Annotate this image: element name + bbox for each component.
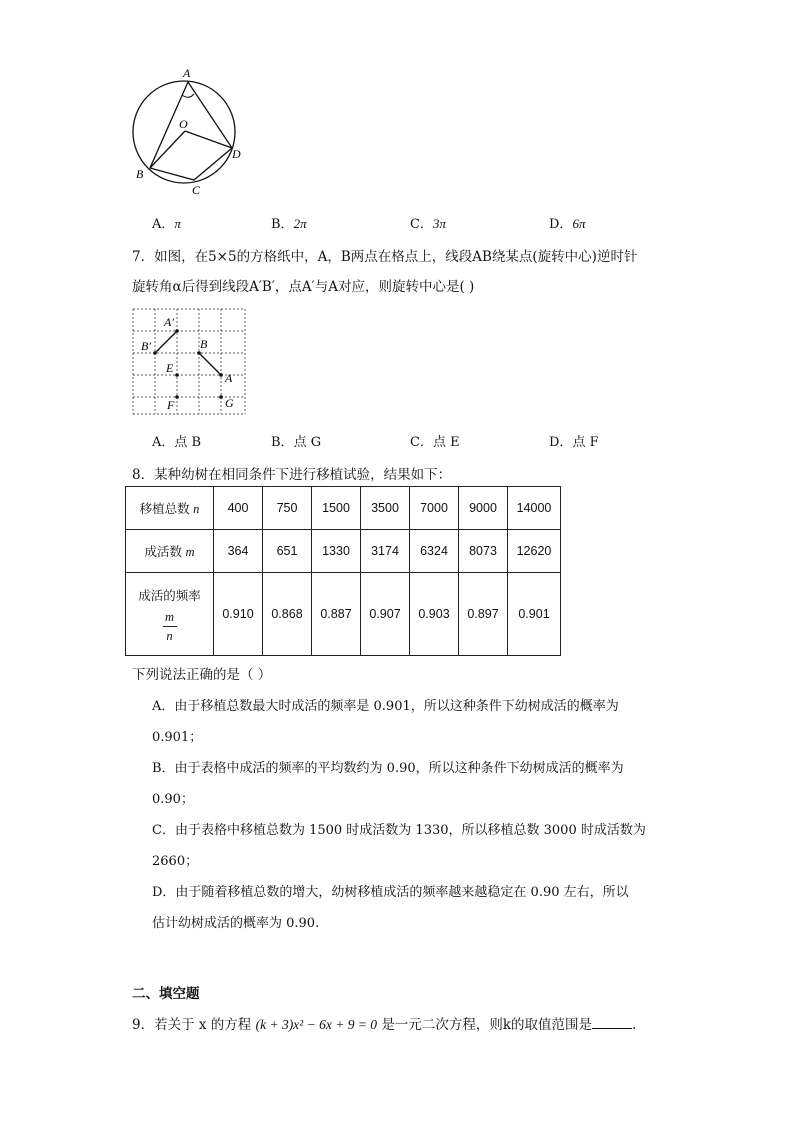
q7-line-2: 旋转角α后得到线段A′B′，点A′与A对应，则旋转中心是( ) — [132, 279, 475, 295]
option-text: 点 B — [174, 435, 202, 450]
row-label: 成活数 m — [126, 530, 214, 573]
option-text: 点 E — [432, 435, 460, 450]
label-C: C — [192, 183, 201, 197]
table-cell: 0.910 — [214, 573, 263, 656]
answer-blank[interactable] — [592, 1016, 632, 1029]
label-E: E — [166, 361, 174, 375]
angle-arc-A — [182, 94, 194, 97]
q8-option-d-line1[interactable]: D．由于随着移植总数的增大，幼树移植成活的频率越来越稳定在 0.90 左右，所以 — [152, 885, 629, 900]
q6-circle-figure — [126, 64, 250, 200]
table-cell: 14000 — [508, 487, 561, 530]
table-cell: 750 — [263, 487, 312, 530]
q7-line-1: 7．如图，在5×5的方格纸中，A，B两点在格点上，线段AB绕某点(旋转中心)逆时针 — [132, 249, 638, 265]
option-text: 2π — [293, 216, 307, 231]
q9-line — [132, 1013, 636, 1033]
row-label: 成活的频率 $\frac{m}{n}$ — [126, 573, 214, 656]
q8-option-a-line1[interactable]: A．由于移植总数最大时成活的频率是 0.901，所以这种条件下幼树成活的概率为 — [152, 699, 619, 714]
q8-prompt: 下列说法正确的是（ ） — [132, 667, 272, 683]
option-letter: C． — [410, 217, 433, 232]
q8-option-b-line1[interactable]: B．由于表格中成活的频率的平均数约为 0.90，所以这种条件下幼树成活的概率为 — [152, 761, 624, 776]
option-letter: C． — [410, 435, 433, 450]
q9-equation: (k + 3)x² − 6x + 9 = 0 — [255, 1017, 378, 1032]
label-D: D — [232, 147, 241, 161]
table-row — [126, 487, 561, 530]
label-A: A — [183, 66, 191, 80]
table-cell: 9000 — [459, 487, 508, 530]
segment-AB — [199, 353, 221, 375]
option-text: 6π — [572, 216, 586, 231]
table-cell: 0.887 — [312, 573, 361, 656]
q7-option-d[interactable] — [549, 431, 599, 450]
row-label: 移植总数 n — [126, 487, 214, 530]
q9-suffix: 是一元二次方程，则k的取值范围是 — [381, 1017, 593, 1033]
option-letter: A． — [152, 435, 175, 450]
label-F: F — [167, 398, 175, 412]
option-letter: B． — [271, 217, 294, 232]
q7-option-a[interactable] — [152, 431, 201, 450]
q6-option-b[interactable] — [271, 213, 307, 232]
table-cell: 1330 — [312, 530, 361, 573]
option-text: 点 F — [572, 435, 599, 450]
q7-option-b[interactable] — [271, 431, 321, 450]
radius-OB — [150, 131, 185, 168]
table-cell: 3174 — [361, 530, 410, 573]
option-text: 3π — [432, 216, 446, 231]
table-row — [126, 573, 561, 656]
table-row — [126, 530, 561, 573]
table-cell: 0.901 — [508, 573, 561, 656]
table-cell: 6324 — [410, 530, 459, 573]
option-text: π — [174, 216, 181, 231]
label-O: O — [179, 117, 188, 131]
label-B: B — [136, 167, 144, 181]
option-letter: D． — [549, 435, 573, 450]
option-letter: D． — [549, 217, 573, 232]
q7-grid-figure — [130, 306, 250, 418]
q8-option-b-line2[interactable]: 0.90； — [152, 792, 194, 807]
q6-option-a[interactable] — [152, 213, 181, 232]
label-A: A — [225, 371, 233, 385]
q6-option-d[interactable] — [549, 213, 585, 232]
q8-stem: 8．某种幼树在相同条件下进行移植试验，结果如下： — [132, 467, 452, 483]
q8-option-a-line2[interactable]: 0.901； — [152, 730, 203, 745]
table-cell: 364 — [214, 530, 263, 573]
label-G: G — [225, 396, 234, 410]
q8-option-d-line2[interactable]: 估计幼树成活的概率为 0.90. — [152, 916, 320, 931]
table-cell: 0.907 — [361, 573, 410, 656]
table-cell: 0.868 — [263, 573, 312, 656]
label-B-prime: B′ — [141, 339, 151, 353]
option-letter: B． — [271, 435, 294, 450]
option-letter: A． — [152, 217, 175, 232]
table-cell: 651 — [263, 530, 312, 573]
label-B: B — [200, 337, 208, 351]
q8-option-c-line1[interactable]: C．由于表格中移植总数为 1500 时成活数为 1330，所以移植总数 3000 时成活数为 — [152, 823, 646, 838]
section-title: 二、填空题 — [132, 986, 200, 1002]
table-cell: 400 — [214, 487, 263, 530]
q8-data-table — [125, 486, 561, 656]
q8-option-c-line2[interactable]: 2660； — [152, 854, 199, 869]
segment-A1B1 — [155, 331, 177, 353]
table-cell: 3500 — [361, 487, 410, 530]
q9-end: . — [632, 1017, 637, 1033]
table-cell: 8073 — [459, 530, 508, 573]
option-text: 点 G — [293, 435, 322, 450]
table-cell: 0.897 — [459, 573, 508, 656]
radius-OD — [185, 131, 232, 148]
table-cell: 1500 — [312, 487, 361, 530]
q9-prefix: 9．若关于 x 的方程 — [132, 1017, 252, 1033]
label-A-prime: A′ — [164, 315, 174, 329]
table-cell: 0.903 — [410, 573, 459, 656]
q6-option-c[interactable] — [410, 213, 446, 232]
table-cell: 7000 — [410, 487, 459, 530]
q7-option-c[interactable] — [410, 431, 460, 450]
table-cell: 12620 — [508, 530, 561, 573]
